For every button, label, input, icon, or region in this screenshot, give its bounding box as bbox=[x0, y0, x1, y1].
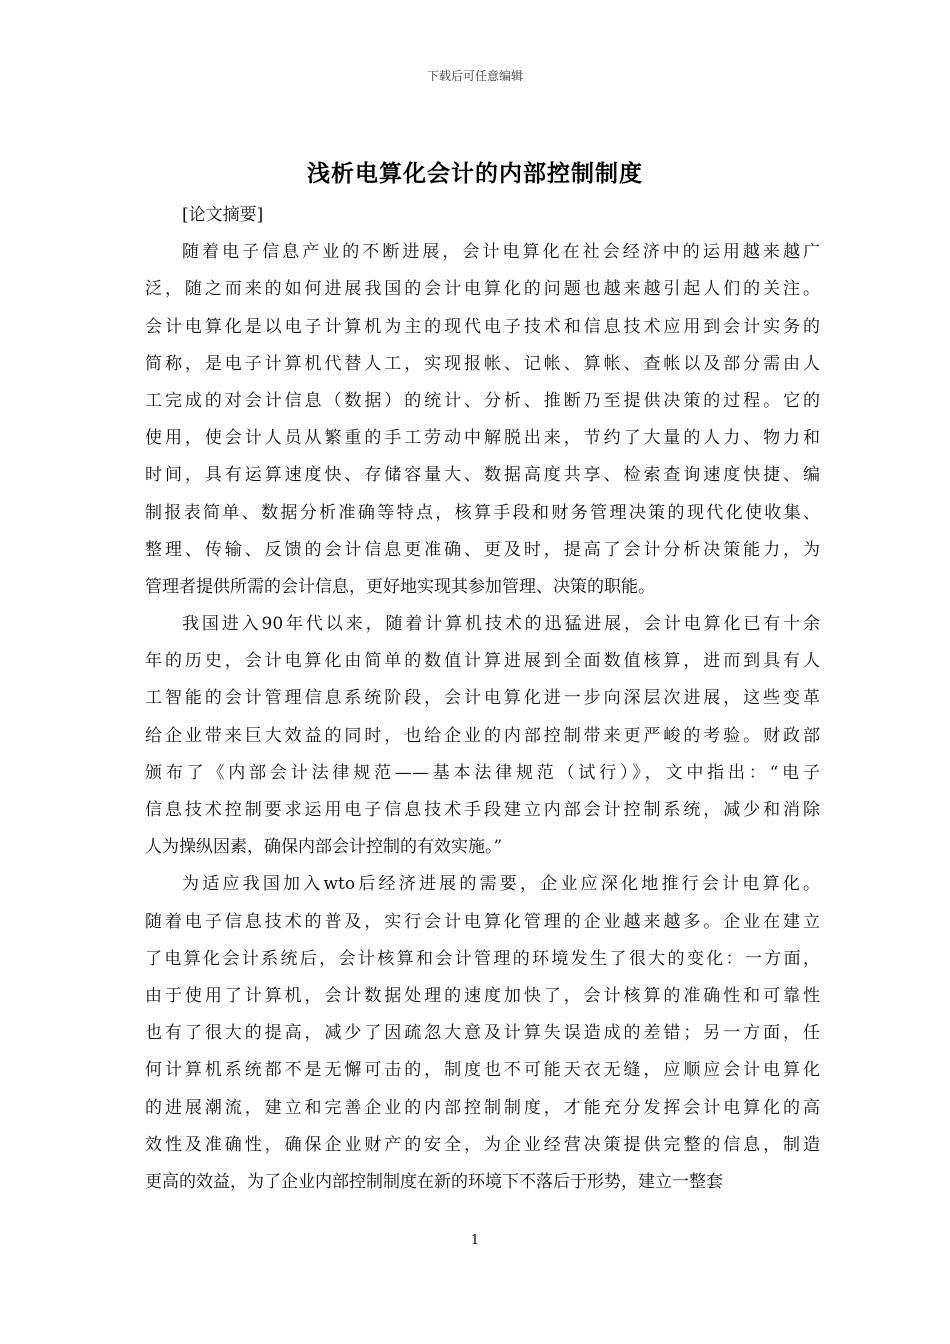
paragraph bbox=[145, 234, 820, 606]
paragraph-line: 人为操纵因素，确保内部会计控制的有效实施。” bbox=[145, 837, 503, 858]
paragraph-line: 年的历史，会计电算化由简单的数值计算进展到全面数值核算，进而到具有人 bbox=[145, 651, 820, 672]
paragraph-line: 的进展潮流，建立和完善企业的内部控制制度，才能充分发挥会计电算化的高 bbox=[145, 1097, 820, 1118]
paragraph-line: 由于使用了计算机，会计数据处理的速度加快了，会计核算的准确性和可靠性 bbox=[145, 985, 820, 1006]
page-header: 下载后可任意编辑 bbox=[426, 69, 523, 83]
paragraph-line: 管理者提供所需的会计信息，更好地实现其参加管理、决策的职能。 bbox=[145, 576, 655, 597]
paragraph-line: 效性及准确性，确保企业财产的安全，为企业经营决策提供完整的信息，制造 bbox=[145, 1134, 820, 1155]
paragraph-line: 颁布了《内部会计法律规范——基本法律规范（试行）》，文中指出：“电子 bbox=[145, 762, 820, 783]
paragraph-line: 时间，具有运算速度快、存储容量大、数据高度共享、检索查询速度快捷、编 bbox=[145, 465, 820, 486]
paragraph bbox=[145, 866, 820, 1201]
paragraph-line: 泛，随之而来的如何进展我国的会计电算化的问题也越来越引起人们的关注。 bbox=[145, 279, 820, 300]
paragraph-line: 何计算机系统都不是无懈可击的，制度也不可能天衣无缝，应顺应会计电算化 bbox=[145, 1060, 820, 1081]
paragraph-line: 信息技术控制要求运用电子信息技术手段建立内部会计控制系统，减少和消除 bbox=[145, 800, 820, 820]
paragraph-line: 制报表简单、数据分析准确等特点，核算手段和财务管理决策的现代化使收集、 bbox=[145, 502, 820, 523]
paragraph-line: 给企业带来巨大效益的同时，也给企业的内部控制带来更严峻的考验。财政部 bbox=[145, 725, 820, 746]
paragraph-line: 更高的效益，为了企业内部控制制度在新的环境下不落后于形势，建立一整套 bbox=[145, 1171, 723, 1192]
paragraph-line: 随着电子信息产业的不断进展，会计电算化在社会经济中的运用越来越广 bbox=[182, 242, 820, 263]
paragraph-line: 工智能的会计管理信息系统阶段，会计电算化进一步向深层次进展，这些变革 bbox=[145, 688, 820, 709]
document-body bbox=[145, 197, 820, 1201]
paragraph-line: 也有了很大的提高，减少了因疏忽大意及计算失误造成的差错；另一方面，任 bbox=[145, 1023, 820, 1044]
paragraph-line: 整理、传输、反馈的会计信息更准确、更及时，提高了会计分析决策能力，为 bbox=[145, 539, 820, 560]
paragraph-line: 工完成的对会计信息（数据）的统计、分析、推断乃至提供决策的过程。它的 bbox=[145, 390, 820, 411]
paragraph-line: 我国进入90年代以来，随着计算机技术的迅猛进展，会计电算化已有十余 bbox=[182, 614, 820, 635]
paragraph-line: 为适应我国加入wto后经济进展的需要，企业应深化地推行会计电算化。 bbox=[182, 874, 820, 895]
document-title: 浅析电算化会计的内部控制制度 bbox=[307, 161, 643, 187]
paragraph-line: 了电算化会计系统后，会计核算和会计管理的环境发生了很大的变化：一方面， bbox=[145, 948, 820, 969]
page-number: 1 bbox=[470, 1233, 480, 1248]
paragraph bbox=[145, 606, 820, 866]
paragraph-line: 简称，是电子计算机代替人工，实现报帐、记帐、算帐、查帐以及部分需由人 bbox=[145, 353, 820, 374]
paragraph-line: 使用，使会计人员从繁重的手工劳动中解脱出来，节约了大量的人力、物力和 bbox=[145, 428, 820, 449]
paragraphs bbox=[145, 234, 820, 1201]
paragraph-line: 会计电算化是以电子计算机为主的现代电子技术和信息技术应用到会计实务的 bbox=[145, 316, 820, 337]
paragraph-line: 随着电子信息技术的普及，实行会计电算化管理的企业越来越多。企业在建立 bbox=[145, 911, 820, 932]
abstract-label: [论文摘要] bbox=[182, 205, 264, 225]
